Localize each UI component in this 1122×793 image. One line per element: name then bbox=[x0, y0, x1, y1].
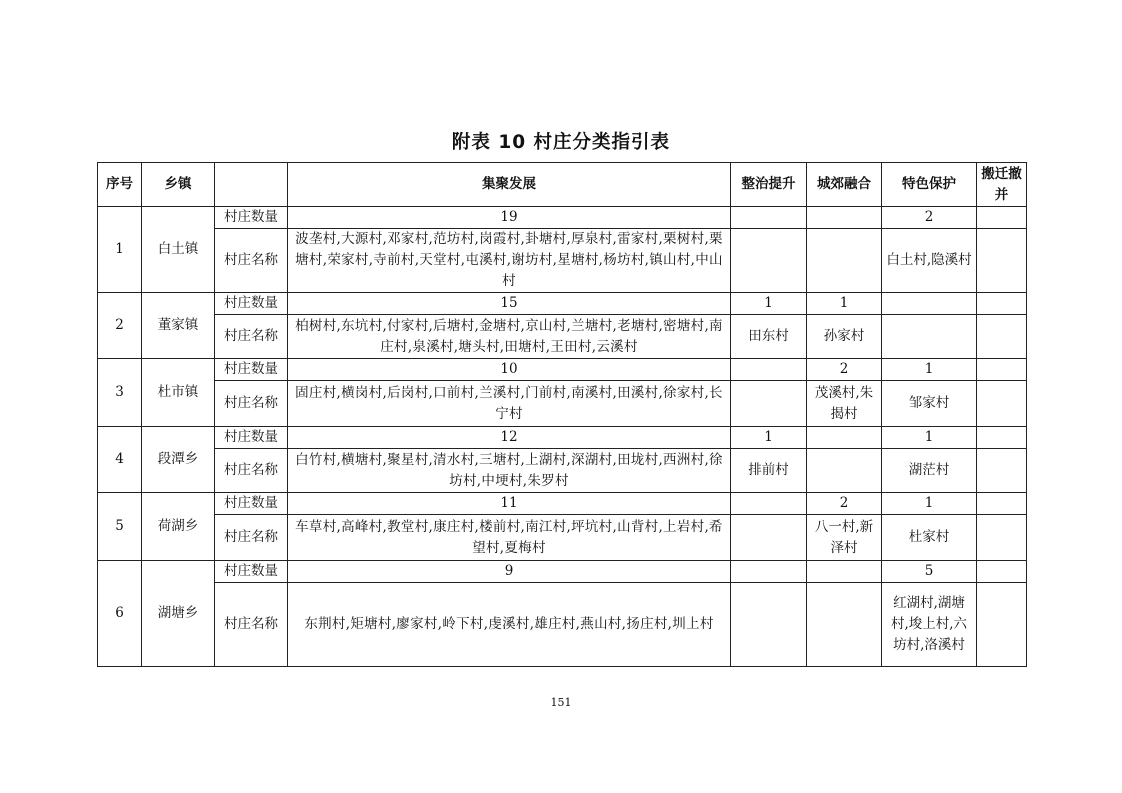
names-label: 村庄名称 bbox=[215, 381, 288, 427]
names-improve bbox=[731, 229, 807, 293]
names-relocate bbox=[977, 583, 1027, 667]
count-improve bbox=[731, 359, 807, 381]
count-relocate bbox=[977, 561, 1027, 583]
names-protect bbox=[882, 315, 977, 359]
table-row bbox=[98, 583, 1027, 667]
count-cluster: 19 bbox=[288, 207, 731, 229]
count-relocate bbox=[977, 493, 1027, 515]
table-row bbox=[98, 381, 1027, 427]
count-suburban bbox=[807, 427, 882, 449]
row-town: 杜市镇 bbox=[142, 359, 215, 427]
count-improve bbox=[731, 561, 807, 583]
count-label: 村庄数量 bbox=[215, 561, 288, 583]
count-label: 村庄数量 bbox=[215, 427, 288, 449]
names-label: 村庄名称 bbox=[215, 315, 288, 359]
table-row bbox=[98, 493, 1027, 515]
names-cluster: 车草村,高峰村,教堂村,康庄村,楼前村,南江村,坪坑村,山背村,上岩村,希望村,夏梅村 bbox=[288, 515, 731, 561]
village-classification-table bbox=[97, 162, 1027, 667]
count-relocate bbox=[977, 427, 1027, 449]
names-suburban bbox=[807, 583, 882, 667]
names-protect: 杜家村 bbox=[882, 515, 977, 561]
count-suburban: 1 bbox=[807, 293, 882, 315]
count-suburban: 2 bbox=[807, 359, 882, 381]
names-protect: 邹家村 bbox=[882, 381, 977, 427]
row-index: 1 bbox=[98, 207, 142, 293]
names-cluster: 固庄村,横岗村,后岗村,口前村,兰溪村,门前村,南溪村,田溪村,徐家村,长宁村 bbox=[288, 381, 731, 427]
row-index: 6 bbox=[98, 561, 142, 667]
names-cluster: 波垄村,大源村,邓家村,范坊村,岗霞村,卦塘村,厚泉村,雷家村,栗树村,栗塘村,荣家村,寺前村,天堂村,屯溪村,谢坊村,星塘村,杨坊村,镇山村,中山村 bbox=[288, 229, 731, 293]
count-suburban bbox=[807, 561, 882, 583]
names-suburban bbox=[807, 449, 882, 493]
table-row bbox=[98, 427, 1027, 449]
table-row bbox=[98, 515, 1027, 561]
row-town: 白土镇 bbox=[142, 207, 215, 293]
count-protect bbox=[882, 293, 977, 315]
names-suburban: 茂溪村,朱揭村 bbox=[807, 381, 882, 427]
header-type bbox=[215, 163, 288, 207]
count-cluster: 10 bbox=[288, 359, 731, 381]
count-cluster: 9 bbox=[288, 561, 731, 583]
header-protect: 特色保护 bbox=[882, 163, 977, 207]
names-improve bbox=[731, 583, 807, 667]
row-town: 段潭乡 bbox=[142, 427, 215, 493]
row-town: 湖塘乡 bbox=[142, 561, 215, 667]
count-improve: 1 bbox=[731, 427, 807, 449]
names-improve bbox=[731, 515, 807, 561]
names-improve: 排前村 bbox=[731, 449, 807, 493]
count-suburban: 2 bbox=[807, 493, 882, 515]
header-suburban: 城郊融合 bbox=[807, 163, 882, 207]
count-improve: 1 bbox=[731, 293, 807, 315]
header-town: 乡镇 bbox=[142, 163, 215, 207]
table-row bbox=[98, 293, 1027, 315]
names-relocate bbox=[977, 229, 1027, 293]
names-relocate bbox=[977, 381, 1027, 427]
count-protect: 1 bbox=[882, 427, 977, 449]
row-town: 荷湖乡 bbox=[142, 493, 215, 561]
names-relocate bbox=[977, 449, 1027, 493]
count-relocate bbox=[977, 207, 1027, 229]
names-suburban: 孙家村 bbox=[807, 315, 882, 359]
header-index: 序号 bbox=[98, 163, 142, 207]
table-row bbox=[98, 229, 1027, 293]
names-label: 村庄名称 bbox=[215, 515, 288, 561]
table-row bbox=[98, 359, 1027, 381]
header-row bbox=[98, 163, 1027, 207]
table-title: 附表 10 村庄分类指引表 bbox=[451, 132, 671, 153]
count-improve bbox=[731, 207, 807, 229]
names-suburban: 八一村,新泽村 bbox=[807, 515, 882, 561]
count-label: 村庄数量 bbox=[215, 493, 288, 515]
table-row bbox=[98, 315, 1027, 359]
names-label: 村庄名称 bbox=[215, 229, 288, 293]
names-label: 村庄名称 bbox=[215, 583, 288, 667]
count-cluster: 11 bbox=[288, 493, 731, 515]
page-number: 151 bbox=[550, 696, 572, 709]
names-protect: 红湖村,湖塘村,埈上村,六坊村,洛溪村 bbox=[882, 583, 977, 667]
row-index: 4 bbox=[98, 427, 142, 493]
names-cluster: 柏树村,东坑村,付家村,后塘村,金塘村,京山村,兰塘村,老塘村,密塘村,南庄村,泉溪村,塘头村,田塘村,王田村,云溪村 bbox=[288, 315, 731, 359]
count-relocate bbox=[977, 359, 1027, 381]
names-cluster: 东荆村,矩塘村,廖家村,岭下村,虔溪村,雄庄村,燕山村,扬庄村,圳上村 bbox=[288, 583, 731, 667]
count-relocate bbox=[977, 293, 1027, 315]
count-protect: 1 bbox=[882, 359, 977, 381]
count-protect: 1 bbox=[882, 493, 977, 515]
names-suburban bbox=[807, 229, 882, 293]
names-protect: 湖茫村 bbox=[882, 449, 977, 493]
table-row bbox=[98, 561, 1027, 583]
names-label: 村庄名称 bbox=[215, 449, 288, 493]
names-improve bbox=[731, 381, 807, 427]
row-index: 3 bbox=[98, 359, 142, 427]
row-index: 5 bbox=[98, 493, 142, 561]
count-label: 村庄数量 bbox=[215, 207, 288, 229]
names-protect: 白土村,隐溪村 bbox=[882, 229, 977, 293]
names-improve: 田东村 bbox=[731, 315, 807, 359]
names-relocate bbox=[977, 515, 1027, 561]
header-improve: 整治提升 bbox=[731, 163, 807, 207]
count-label: 村庄数量 bbox=[215, 359, 288, 381]
count-protect: 2 bbox=[882, 207, 977, 229]
count-improve bbox=[731, 493, 807, 515]
table-row bbox=[98, 449, 1027, 493]
row-index: 2 bbox=[98, 293, 142, 359]
names-cluster: 白竹村,横塘村,聚星村,清水村,三塘村,上湖村,深湖村,田垅村,西洲村,徐坊村,中埂村,朱罗村 bbox=[288, 449, 731, 493]
count-suburban bbox=[807, 207, 882, 229]
count-cluster: 15 bbox=[288, 293, 731, 315]
names-relocate bbox=[977, 315, 1027, 359]
row-town: 董家镇 bbox=[142, 293, 215, 359]
count-cluster: 12 bbox=[288, 427, 731, 449]
header-relocate: 搬迁撤并 bbox=[977, 163, 1027, 207]
count-protect: 5 bbox=[882, 561, 977, 583]
count-label: 村庄数量 bbox=[215, 293, 288, 315]
table-row bbox=[98, 207, 1027, 229]
header-cluster: 集聚发展 bbox=[288, 163, 731, 207]
